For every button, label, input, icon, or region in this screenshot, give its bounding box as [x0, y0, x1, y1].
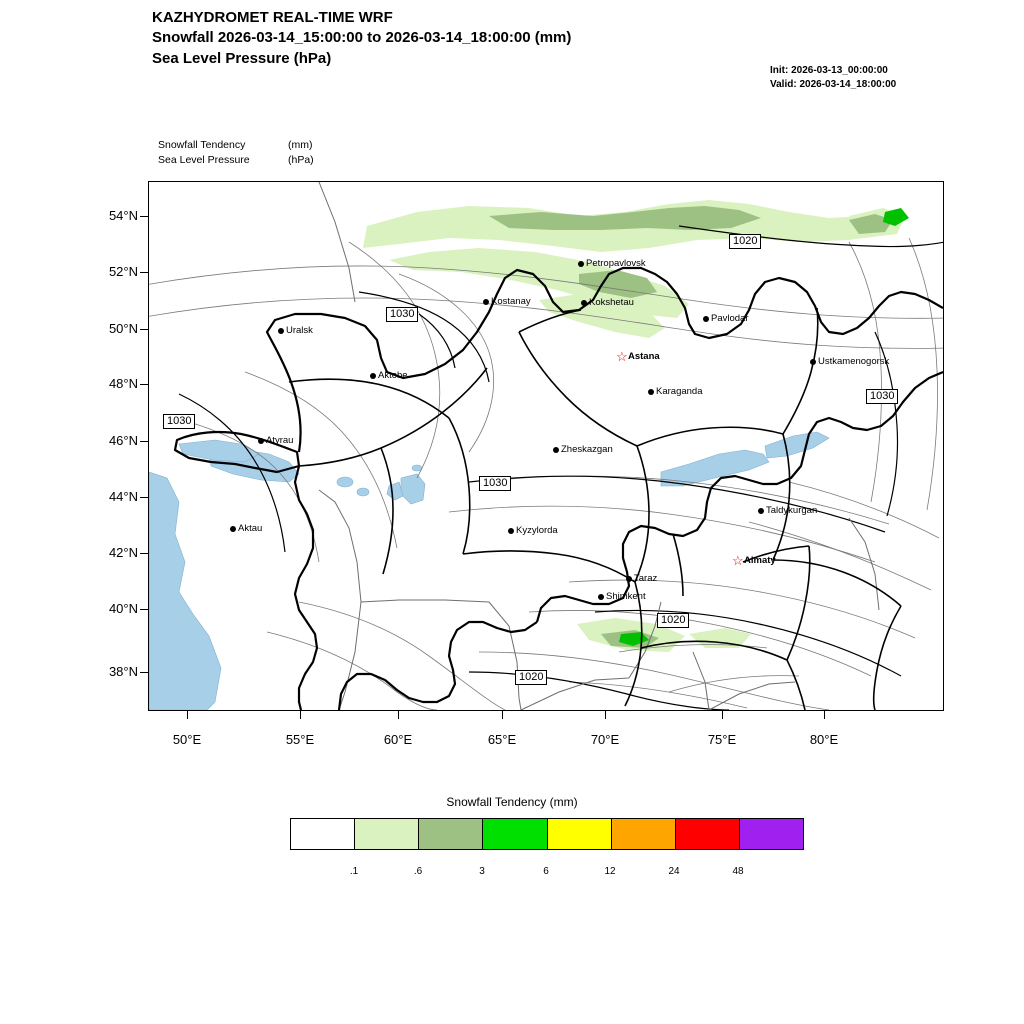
y-axis-tick-mark: [140, 384, 148, 385]
colorbar-title: Snowfall Tendency (mm): [446, 795, 578, 809]
field-legend-name-snowfall: Snowfall Tendency: [158, 139, 246, 151]
field-legend-unit-snowfall: (mm): [288, 139, 313, 151]
y-axis-tick-mark: [140, 497, 148, 498]
field-legend-block: [158, 138, 314, 168]
city-marker: [758, 508, 764, 514]
city-marker: [230, 526, 236, 532]
capital-star-icon: ☆: [616, 349, 628, 364]
city-label: Shimkent: [606, 591, 646, 602]
map-graphics: [149, 182, 943, 710]
water-bodies: [149, 432, 829, 710]
y-axis-tick-label: 54°N: [108, 208, 138, 223]
colorbar-swatch[interactable]: [676, 819, 740, 849]
y-axis-tick-mark: [140, 272, 148, 273]
header-block: [152, 8, 571, 69]
y-axis-tick-label: 52°N: [108, 264, 138, 279]
y-axis-tick-mark: [140, 609, 148, 610]
city-marker: [553, 447, 559, 453]
city-label: Kostanay: [491, 296, 531, 307]
isobar-label: 1030: [163, 414, 195, 429]
city-marker: [258, 438, 264, 444]
colorbar-tick: 3: [479, 866, 485, 877]
y-axis-tick-mark: [140, 441, 148, 442]
map-canvas[interactable]: [148, 181, 944, 711]
x-axis-tick-mark: [605, 711, 606, 719]
isobar-label: 1030: [386, 307, 418, 322]
colorbar-tick: .6: [413, 866, 423, 877]
header-title-line-1: KAZHYDROMET REAL-TIME WRF: [152, 9, 393, 26]
init-valid-block: [770, 64, 896, 91]
x-axis-tick-mark: [722, 711, 723, 719]
y-axis-tick-mark: [140, 553, 148, 554]
city-label: Ustkamenogorsk: [818, 356, 890, 367]
city-marker: [648, 389, 654, 395]
y-axis-tick-mark: [140, 672, 148, 673]
city-marker: [508, 528, 514, 534]
valid-time: Valid: 2026-03-14_18:00:00: [770, 78, 897, 90]
x-axis-tick-mark: [300, 711, 301, 719]
colorbar-swatch[interactable]: [740, 819, 803, 849]
x-axis-tick-mark: [824, 711, 825, 719]
city-label: Uralsk: [286, 325, 313, 336]
city-label: Kyzylorda: [516, 525, 558, 536]
field-legend-name-pressure: Sea Level Pressure: [158, 154, 250, 167]
colorbar-tick-labels: [290, 866, 802, 880]
city-marker: [483, 299, 489, 305]
city-label: Aktobe: [378, 370, 408, 381]
city-label: Atyrau: [266, 435, 294, 446]
isobar-label: 1030: [866, 389, 898, 404]
colorbar-swatch[interactable]: [612, 819, 676, 849]
x-axis-tick-label: 50°E: [172, 732, 202, 747]
city-marker: [278, 328, 284, 334]
header-title-line-2: Snowfall 2026-03-14_15:00:00 to 2026-03-14_18:00:00 (mm): [152, 29, 572, 47]
x-axis-tick-label: 65°E: [487, 732, 517, 747]
y-axis-tick-label: 50°N: [108, 321, 138, 336]
colorbar-tick: 24: [668, 866, 680, 877]
isobar-label: 1020: [657, 613, 689, 628]
x-axis-tick-label: 80°E: [809, 732, 839, 747]
y-axis-tick-label: 40°N: [108, 601, 138, 616]
x-axis-tick-mark: [502, 711, 503, 719]
colorbar-swatch[interactable]: [548, 819, 612, 849]
city-label: Petropavlovsk: [586, 258, 646, 269]
colorbar-swatch[interactable]: [355, 819, 419, 849]
city-label: Pavlodar: [711, 313, 749, 324]
x-axis-tick-label: 75°E: [707, 732, 737, 747]
x-axis-tick-label: 55°E: [285, 732, 315, 747]
y-axis-tick-mark: [140, 216, 148, 217]
colorbar-tick: 6: [543, 866, 549, 877]
colorbar-tick: 48: [732, 866, 744, 877]
city-marker: [598, 594, 604, 600]
field-legend-row-pressure: [158, 153, 314, 168]
isobar-label: 1030: [479, 476, 511, 491]
city-label: Kokshetau: [589, 297, 634, 308]
city-label: Astana: [628, 351, 660, 362]
city-marker: [370, 373, 376, 379]
y-axis-tick-label: 46°N: [108, 433, 138, 448]
city-label: Taraz: [634, 573, 658, 584]
colorbar-tick: 12: [604, 866, 616, 877]
y-axis-tick-label: 48°N: [108, 376, 138, 391]
city-label: Almaty: [744, 555, 776, 566]
header-title-line-3: Sea Level Pressure (hPa): [152, 49, 332, 67]
colorbar-swatch[interactable]: [291, 819, 355, 849]
x-axis-tick-mark: [187, 711, 188, 719]
city-marker: [703, 316, 709, 322]
x-axis-tick-label: 70°E: [590, 732, 620, 747]
isobar-label: 1020: [729, 234, 761, 249]
city-marker: [810, 359, 816, 365]
colorbar-tick: .1: [349, 866, 359, 877]
city-label: Zheskazgan: [561, 444, 613, 455]
x-axis-tick-mark: [398, 711, 399, 719]
isobar-label: 1020: [515, 670, 547, 685]
city-label: Karaganda: [656, 386, 703, 397]
city-marker: [581, 300, 587, 306]
field-legend-row-snowfall: [158, 138, 314, 153]
y-axis-tick-label: 44°N: [108, 489, 138, 504]
field-legend-unit-pressure: (hPa): [288, 154, 314, 167]
x-axis-tick-label: 60°E: [383, 732, 413, 747]
colorbar[interactable]: [290, 818, 804, 850]
init-time: Init: 2026-03-13_00:00:00: [770, 65, 888, 76]
colorbar-swatch[interactable]: [483, 819, 547, 849]
capital-star-icon: ☆: [732, 553, 744, 568]
city-marker: [626, 576, 632, 582]
colorbar-swatch[interactable]: [419, 819, 483, 849]
y-axis-tick-label: 38°N: [108, 664, 138, 679]
city-marker: [578, 261, 584, 267]
city-label: Taldykurgan: [766, 505, 818, 516]
y-axis-tick-label: 42°N: [108, 545, 138, 560]
y-axis-tick-mark: [140, 329, 148, 330]
city-label: Aktau: [238, 523, 263, 534]
